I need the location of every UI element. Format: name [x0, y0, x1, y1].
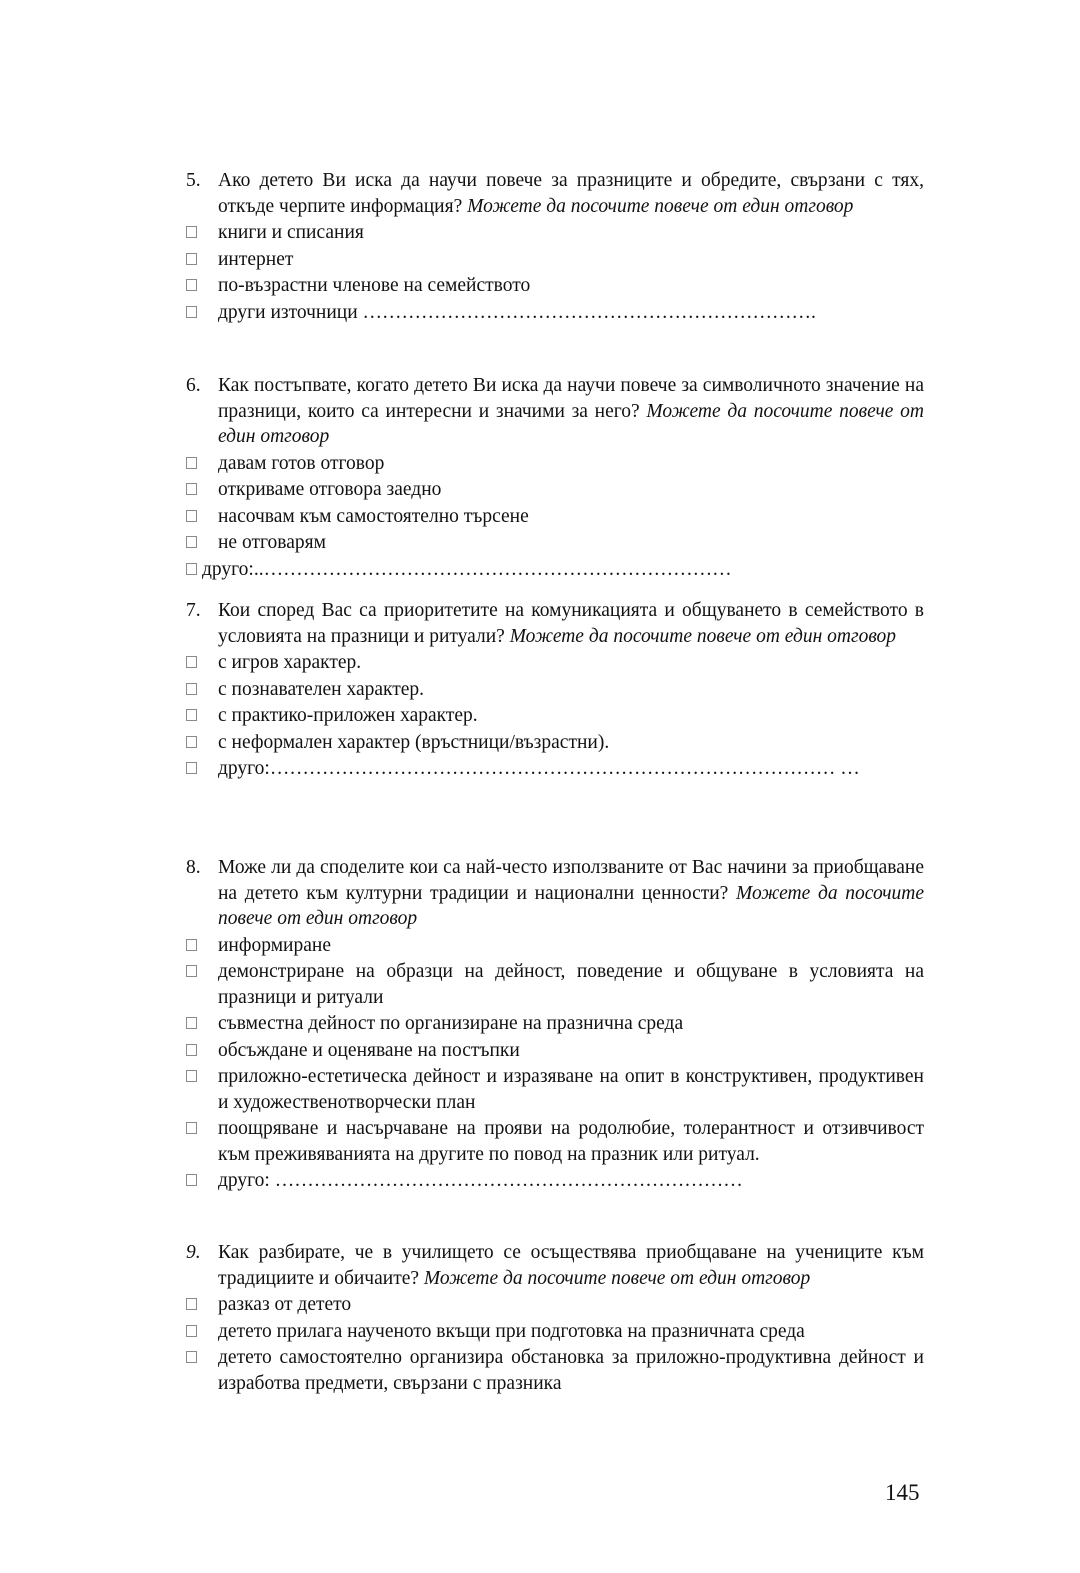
question-9 — [186, 1240, 924, 1396]
option-item[interactable] — [186, 1292, 924, 1318]
question-hint: Можете да посочите повече от един отговор — [218, 882, 924, 929]
question-6 — [186, 373, 924, 582]
option-label: откриваме отговора заедно — [218, 479, 442, 500]
option-item[interactable] — [186, 1116, 924, 1167]
option-label: с практико-приложен характер. — [218, 705, 478, 726]
question-8-heading — [186, 855, 924, 932]
option-label: детето самостоятелно организира обстановка за приложно-продуктивна дейност и изработва предмети, свързани с празника — [218, 1347, 924, 1394]
question-number: 9. — [186, 1242, 201, 1263]
option-label: поощряване и насърчаване на прояви на родолюбие, толерантност и отзивчивост към преживяванията на другите по повод на празник или ритуал. — [218, 1118, 924, 1165]
question-9-heading — [186, 1240, 924, 1291]
option-item[interactable] — [186, 1038, 924, 1064]
option-item[interactable] — [186, 247, 924, 273]
checkbox[interactable] — [186, 939, 197, 951]
question-7-heading — [186, 598, 924, 649]
question-number: 7. — [186, 600, 201, 621]
checkbox[interactable] — [186, 656, 197, 668]
option-label: друго: ……………………………………………………………… — [218, 1170, 743, 1191]
question-5 — [186, 168, 924, 325]
option-label: приложно-естетическа дейност и изразяване на опит в конструктивен, продуктивен и художественотворчески план — [218, 1066, 924, 1113]
option-label: интернет — [218, 248, 294, 270]
question-number: 8. — [186, 857, 201, 878]
checkbox[interactable] — [186, 563, 197, 575]
question-6-heading — [186, 373, 924, 450]
question-hint: Можете да посочите повече от един отговор — [509, 625, 897, 647]
option-label: насочвам към самостоятелно търсене — [218, 505, 529, 527]
question-text: Може ли да споделите кои са най-често използваните от Вас начини за приобщаване на детето към културни традиции и национални ценности? — [218, 857, 924, 904]
option-label: давам готов отговор — [218, 452, 385, 474]
option-label: по-възрастни членове на семейството — [218, 275, 531, 296]
checkbox[interactable] — [186, 762, 197, 774]
option-item[interactable] — [186, 477, 924, 503]
checkbox[interactable] — [186, 226, 197, 238]
checkbox[interactable] — [186, 683, 197, 695]
option-item[interactable] — [186, 933, 924, 959]
option-label: информиране — [218, 934, 331, 956]
option-item[interactable] — [186, 756, 924, 782]
option-item[interactable] — [186, 273, 924, 299]
option-item[interactable] — [186, 703, 924, 729]
option-label: с неформален характер (връстници/възрастни). — [218, 731, 610, 753]
checkbox[interactable] — [186, 1070, 197, 1082]
option-item[interactable] — [186, 677, 924, 703]
option-item[interactable] — [186, 1011, 924, 1037]
checkbox[interactable] — [186, 536, 197, 548]
option-label: други източници ……………………………………………………………. — [218, 301, 816, 323]
question-number: 5. — [186, 170, 201, 191]
question-number: 6. — [186, 375, 201, 396]
checkbox[interactable] — [186, 306, 197, 318]
checkbox[interactable] — [186, 965, 197, 977]
checkbox[interactable] — [186, 1174, 197, 1186]
checkbox[interactable] — [186, 709, 197, 721]
option-item[interactable] — [186, 557, 924, 583]
option-item[interactable] — [186, 1064, 924, 1115]
option-item[interactable] — [186, 300, 924, 326]
checkbox[interactable] — [186, 457, 197, 469]
option-item[interactable] — [186, 1168, 924, 1194]
checkbox[interactable] — [186, 1325, 197, 1337]
option-label: с игров характер. — [218, 652, 362, 673]
option-label: друго:..……………………………………………………………… — [202, 558, 732, 580]
checkbox[interactable] — [186, 1122, 197, 1134]
question-text: Кои според Вас са приоритетите на комуникацията и общуването в семейството в условията на празници и ритуали? — [218, 600, 924, 647]
checkbox[interactable] — [186, 1044, 197, 1056]
question-hint: Можете да посочите повече от един отговор — [218, 400, 924, 447]
question-7 — [186, 598, 924, 782]
option-label: обсъждане и оценяване на постъпки — [218, 1039, 520, 1061]
option-label: разказ от детето — [218, 1294, 352, 1315]
option-item[interactable] — [186, 959, 924, 1010]
checkbox[interactable] — [186, 1298, 197, 1310]
option-item[interactable] — [186, 530, 924, 556]
option-label: с познавателен характер. — [218, 678, 425, 700]
checkbox[interactable] — [186, 483, 197, 495]
question-text: Как постъпвате, когато детето Ви иска да научи повече за символичното значение на празници, които са интересни и значими за него? — [218, 375, 924, 422]
option-item[interactable] — [186, 220, 924, 246]
checkbox[interactable] — [186, 510, 197, 522]
checkbox[interactable] — [186, 253, 197, 265]
question-hint: Можете да посочите повече от един отговор — [423, 1267, 811, 1289]
option-label: демонстриране на образци на дейност, поведение и общуване в условията на празници и ритуали — [218, 961, 924, 1008]
checkbox[interactable] — [186, 279, 197, 291]
checkbox[interactable] — [186, 1017, 197, 1029]
option-item[interactable] — [186, 730, 924, 756]
question-text: Как разбирате, че в училището се осъществява приобщаване на учениците към традициите и обичаите? — [218, 1242, 924, 1289]
page-number: 145 — [885, 1480, 920, 1505]
question-5-heading — [186, 168, 924, 219]
question-hint: Можете да посочите повече от един отговор — [467, 195, 854, 217]
option-label: книги и списания — [218, 222, 364, 243]
option-label: съвместна дейност по организиране на празнична среда — [218, 1013, 684, 1034]
option-item[interactable] — [186, 1319, 924, 1345]
checkbox[interactable] — [186, 1351, 197, 1363]
checkbox[interactable] — [186, 736, 197, 748]
question-8 — [186, 855, 924, 1194]
option-label: не отговарям — [218, 532, 326, 553]
question-text: Ако детето Ви иска да научи повече за празниците и обредите, свързани с тях, откъде черпите информация? — [218, 170, 924, 217]
option-item[interactable] — [186, 650, 924, 676]
option-item[interactable] — [186, 1345, 924, 1396]
option-label: друго:…………………………………………………………………………… … — [218, 758, 860, 779]
option-item[interactable] — [186, 504, 924, 530]
option-label: детето прилага наученото вкъщи при подготовка на празничната среда — [218, 1320, 805, 1342]
option-item[interactable] — [186, 451, 924, 477]
